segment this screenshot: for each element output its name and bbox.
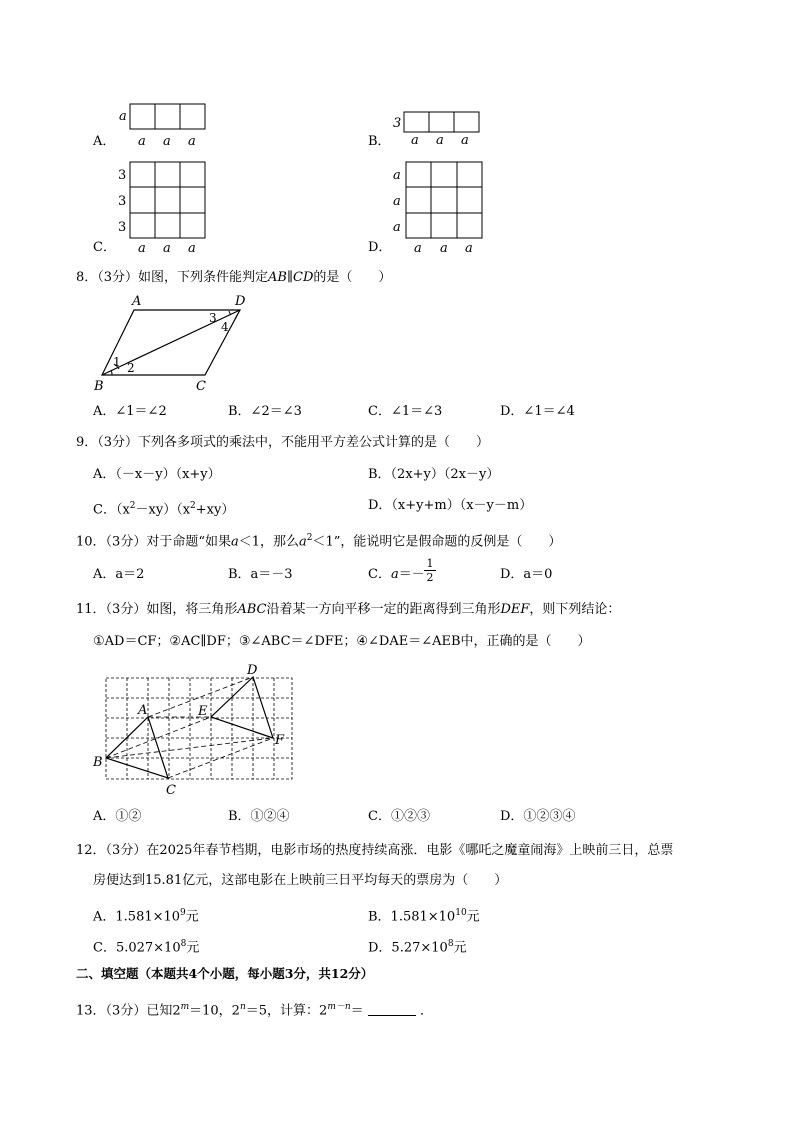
q8-option-b: B．∠2＝∠3 [228,404,302,419]
vertex-label-b: B [94,379,104,394]
q8-option-a: A．∠1＝∠2 [93,404,167,419]
q11-option-c: C．①②③ [368,809,430,824]
side-label: 3 [393,116,402,131]
grid-figure-a [115,100,215,150]
point-label-a: A [138,703,148,718]
q8-option-c: C．∠1＝∠3 [368,404,443,419]
angle-label-2: 2 [127,361,135,375]
side-label: 3 [118,168,127,183]
stem-math: ABC [237,602,267,617]
vertex-label-c: C [196,379,206,394]
superscript: 2 [129,501,136,511]
option-text: 元 [185,909,199,925]
bottom-label: a [188,134,196,149]
side-label: a [393,220,401,235]
q12-option-b [368,905,480,925]
superscript: n [239,1002,246,1012]
side-label: 3 [118,220,127,235]
answer-blank[interactable] [368,1003,416,1016]
option-text: －xy）（x [135,502,191,518]
superscript: m [180,1002,190,1012]
fraction [424,557,436,584]
side-label: a [119,109,127,124]
stem-math: DEF [500,602,530,617]
bottom-label: a [440,241,448,256]
stem-text: 11．（3分）如图，将三角形 [76,602,238,617]
point-label-c: C [166,783,176,798]
option-label: B． [368,134,391,149]
q9-option-d: D．（x+y+m）（x－y－m） [368,498,533,513]
side-label: a [393,194,401,209]
bottom-label: a [461,133,469,148]
numerator: 1 [424,557,436,571]
stem-text: 8．（3分）如图，下列条件能判定 [76,270,269,285]
option-text: A．1.581×10 [93,909,181,925]
superscript: 9 [180,908,186,918]
q12-option-a [93,905,199,925]
grid-figure-c [115,158,215,258]
option-text: +xy） [195,502,235,518]
bottom-label: a [465,241,473,256]
angle-label-3: 3 [209,311,217,325]
vertex-label-a: A [132,294,142,309]
stem-text: ＝5，计算：2 [245,1003,328,1019]
point-label-e: E [198,704,208,719]
q12-stem-line2: 房便达到15.81亿元，这部电影在上映前三日平均每天的票房为（ ） [93,873,508,888]
q12-stem-line1: 12．（3分）在2025年春节档期，电影市场的热度持续高涨．电影《哪吒之魔童闹海》上映前三日，总票 [76,843,674,858]
stem-text: ＜1”，能说明它是假命题的反例是（ ） [312,534,562,550]
variable: a [390,567,399,582]
q10-option-c [368,567,425,583]
superscript: m－n [327,1002,351,1012]
q8-stem [76,270,391,286]
bottom-label: a [138,134,146,149]
q12-option-c [93,936,199,956]
stem-text: 的是（ ） [313,270,392,285]
option-label: A． [93,134,116,149]
bottom-label: a [163,134,171,149]
superscript: 2 [306,533,313,543]
option-label: C． [93,240,116,255]
superscript: 8 [180,939,187,949]
option-text: 元 [453,940,467,956]
q9-stem: 9．（3分）下列各多项式的乘法中，不能用平方差公式计算的是（ ） [76,435,490,450]
q11-stem-line1 [76,602,620,618]
q9-option-a: A．（－x－y）（x+y） [93,467,221,482]
option-text: C．5.027×10 [93,940,181,956]
option-text: D．5.27×10 [368,940,448,956]
stem-text: ＝10，2 [189,1003,240,1019]
stem-math: AB∥CD [268,270,314,285]
denominator: 2 [426,571,434,584]
vertex-label-d: D [235,294,246,309]
option-text: C． [368,567,391,582]
bottom-label: a [188,241,196,256]
q9-option-b: B．（2x+y）（2x－y） [368,467,500,482]
stem-text: 沿着某一方向平移一定的距离得到三角形 [266,602,501,617]
q12-option-d [368,936,467,956]
bottom-label: a [414,241,422,256]
q11-option-d: D．①②③④ [500,809,576,824]
variable: a [299,534,307,550]
option-text: 元 [186,940,200,956]
bottom-label: a [138,241,146,256]
bottom-label: a [411,133,419,148]
bottom-label: a [163,241,171,256]
bottom-label: a [436,133,444,148]
superscript: 2 [190,501,196,511]
stem-text: 10．（3分）对于命题“如果 [76,534,231,550]
q13-stem [76,999,433,1019]
stem-text: ＜1，那么 [238,534,300,550]
point-label-f: F [275,733,285,748]
angle-label-1: 1 [113,355,121,369]
q11-stem-line2: ①AD＝CF；②AC∥DF；③∠ABC＝∠DFE；④∠DAE＝∠AEB中，正确的是（ ） [93,634,591,649]
q11-option-a: A．①② [93,809,142,824]
q8-parallelogram-figure [90,290,260,400]
option-text: 元 [466,909,480,925]
q9-option-c [93,498,234,518]
option-text: C．（x [93,502,130,518]
section-heading: 二、填空题（本题共4个小题，每小题3分，共12分） [76,966,374,981]
stem-text: 13．（3分）已知2 [76,1003,181,1019]
stem-text: ． [419,1003,433,1019]
grid-figure-d [390,158,490,258]
q10-option-d: D．a＝0 [500,567,553,582]
q10-stem [76,530,561,550]
q11-option-b: B．①②④ [228,809,290,824]
side-label: a [393,168,401,183]
stem-text: ＝ [350,1003,364,1019]
q8-option-d: D．∠1＝∠4 [500,404,575,419]
option-label: D． [368,240,392,255]
grid-figure-b [390,108,490,148]
side-label: 3 [118,194,127,209]
angle-label-4: 4 [221,320,229,334]
variable: a [230,534,239,550]
q11-translation-figure [92,660,302,800]
option-text: B．1.581×10 [368,909,456,925]
q10-option-b: B．a＝－3 [228,567,293,582]
option-text: ＝－ [398,567,425,582]
point-label-d: D [247,663,258,678]
superscript: 10 [455,908,467,918]
point-label-b: B [93,755,103,770]
superscript: 8 [447,939,454,949]
q10-option-a: A．a＝2 [93,567,145,582]
stem-text: ，则下列结论： [529,602,621,617]
